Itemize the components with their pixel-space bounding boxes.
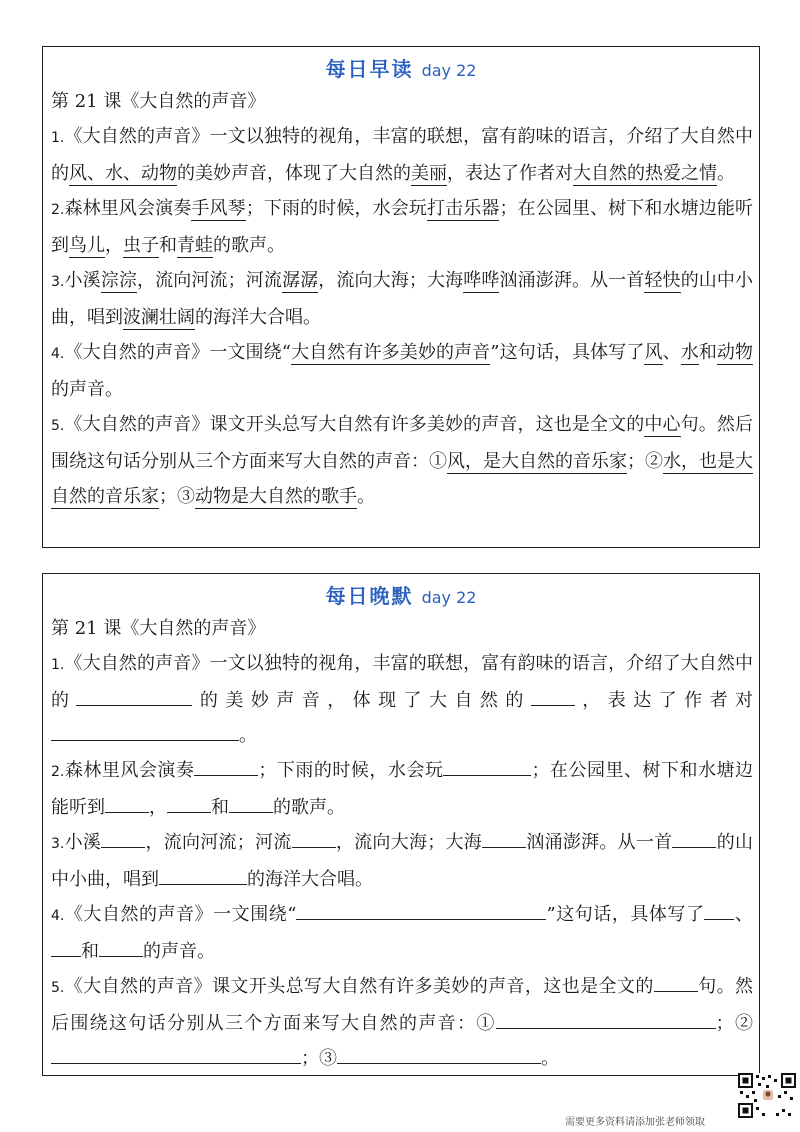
evening-item-3 — [51, 825, 753, 897]
text-segment: 的山中小曲，唱到 — [51, 270, 754, 328]
text-segment: ”这句话，具体写了 — [490, 342, 645, 363]
underlined-answer: 风、水、动物 — [69, 163, 177, 184]
text-segment: 和 — [159, 235, 177, 256]
answer-blank[interactable] — [229, 792, 273, 813]
text-segment: ， — [149, 797, 167, 818]
underlined-answer: 潺潺 — [281, 270, 319, 291]
answer-blank[interactable] — [531, 685, 575, 706]
text-segment: 。 — [717, 163, 735, 184]
underlined-answer: 虫子 — [123, 235, 159, 256]
underlined-answer: 大自然的热爱之情 — [573, 163, 717, 184]
footer-note: 需要更多资料请添加张老师领取 — [565, 1117, 705, 1128]
answer-blank[interactable] — [194, 755, 258, 776]
item-number: 2. — [51, 764, 65, 780]
morning-reading-card — [42, 46, 760, 548]
answer-blank[interactable] — [99, 936, 143, 957]
morning-item-5 — [51, 407, 753, 514]
morning-item-3 — [51, 263, 753, 335]
underlined-answer: 水 — [680, 342, 699, 363]
text-segment: ，流向河流；河流 — [145, 832, 292, 853]
evening-lesson-heading: 第 21 课《大自然的声音》 — [51, 618, 266, 639]
text-segment: 。 — [239, 725, 257, 746]
answer-blank[interactable] — [482, 827, 526, 848]
answer-blank[interactable] — [105, 792, 149, 813]
morning-title — [43, 53, 759, 83]
answer-blank[interactable] — [101, 827, 145, 848]
answer-blank[interactable] — [296, 899, 546, 920]
text-segment: 和 — [81, 941, 99, 962]
morning-item-4 — [51, 335, 753, 407]
text-segment: 《大自然的声音》课文开头总写大自然有许多美妙的声音，这也是全文的 — [64, 414, 645, 435]
text-segment: 的歌声。 — [213, 235, 285, 256]
text-segment: 句。然后围绕这句话分别从三个方面来写大自然的声音：① — [51, 414, 754, 472]
text-segment: 汹涌澎湃。从一首 — [526, 832, 673, 853]
underlined-answer: 波澜壮阔 — [123, 307, 195, 328]
text-segment: ；在公园里、树下和水塘边能听到 — [51, 760, 754, 818]
text-segment: 的海洋大合唱。 — [195, 307, 321, 328]
evening-title-text: 每日晚默 — [325, 584, 414, 608]
item-number: 5. — [51, 980, 65, 996]
item-number: 4. — [51, 908, 65, 924]
answer-blank[interactable] — [496, 1008, 716, 1029]
text-segment: ”这句话，具体写了 — [546, 904, 705, 925]
underlined-answer: 打击乐器 — [426, 198, 500, 219]
text-segment: 小溪 — [64, 832, 102, 853]
underlined-answer: 轻快 — [644, 270, 681, 291]
text-segment: 的声音。 — [143, 941, 215, 962]
text-segment: ，表达了作者对 — [574, 690, 754, 711]
text-segment: 的美妙声音，体现了大自然的 — [192, 690, 531, 711]
answer-blank[interactable] — [292, 827, 336, 848]
text-segment: ， — [105, 235, 123, 256]
underlined-answer: 动物是大自然的歌手 — [195, 486, 357, 507]
text-segment: 的歌声。 — [273, 797, 345, 818]
answer-blank[interactable] — [443, 755, 531, 776]
text-segment: ，流向大海；大海 — [335, 832, 483, 853]
text-segment: ；下雨的时候，水会玩 — [258, 760, 444, 781]
text-segment: 《大自然的声音》一文围绕“ — [64, 342, 291, 363]
item-number: 1. — [51, 657, 65, 673]
answer-blank[interactable] — [51, 720, 239, 741]
qr-code-image — [738, 1073, 796, 1118]
underlined-answer: 风，是大自然的音乐家 — [447, 451, 627, 472]
text-segment: 。 — [541, 1048, 559, 1069]
item-number: 3. — [51, 836, 65, 852]
underlined-answer: 风 — [644, 342, 663, 363]
underlined-answer: 动物 — [716, 342, 754, 363]
text-segment: ，流向河流；河流 — [136, 270, 282, 291]
evening-item-2 — [51, 753, 753, 825]
text-segment: 的美妙声音，体现了大自然的 — [177, 163, 411, 184]
item-number: 5. — [51, 418, 65, 434]
text-segment: ；③ — [159, 486, 195, 507]
answer-blank[interactable] — [167, 792, 211, 813]
text-segment: 和 — [698, 342, 717, 363]
text-segment: ；③ — [301, 1048, 337, 1069]
text-segment: ，流向大海；大海 — [318, 270, 464, 291]
item-number: 2. — [51, 202, 65, 218]
text-segment: 和 — [211, 797, 229, 818]
text-segment: ；② — [715, 1013, 754, 1034]
evening-item-4 — [51, 897, 753, 969]
morning-item-2 — [51, 191, 753, 263]
answer-blank[interactable] — [51, 1043, 301, 1064]
answer-blank[interactable] — [704, 899, 734, 920]
item-number: 4. — [51, 346, 65, 362]
answer-blank[interactable] — [159, 864, 247, 885]
evening-item-1 — [51, 646, 753, 753]
item-number: 3. — [51, 274, 65, 290]
morning-title-text: 每日早读 — [325, 57, 414, 81]
text-segment: ，表达了作者对 — [447, 163, 573, 184]
text-segment: 。 — [357, 486, 375, 507]
text-segment: 小溪 — [64, 270, 101, 291]
evening-item-5 — [51, 969, 753, 1076]
evening-dictation-card — [42, 573, 760, 1076]
answer-blank[interactable] — [672, 827, 716, 848]
text-segment: 汹涌澎湃。从一首 — [499, 270, 645, 291]
text-segment: 《大自然的声音》课文开头总写大自然有许多美妙的声音，这也是全文的 — [64, 976, 654, 997]
text-segment: 森林里风会演奏 — [64, 760, 195, 781]
item-number: 1. — [51, 130, 65, 146]
answer-blank[interactable] — [497, 1043, 541, 1064]
morning-lesson-heading: 第 21 课《大自然的声音》 — [51, 91, 266, 112]
text-segment: ；② — [627, 451, 663, 472]
underlined-answer: 手风琴 — [191, 198, 246, 219]
text-segment: 、 — [734, 904, 754, 925]
answer-blank[interactable] — [654, 971, 698, 992]
text-segment: 的海洋大合唱。 — [247, 869, 373, 890]
text-segment: 的山中小曲，唱到 — [51, 832, 754, 890]
text-segment: ；下雨的时候，水会玩 — [245, 198, 427, 219]
underlined-answer: 水，也是大自然的音乐家 — [51, 451, 753, 507]
text-segment: 《大自然的声音》一文围绕“ — [64, 904, 297, 925]
underlined-answer: 青蛙 — [177, 235, 213, 256]
evening-day-label: day 22 — [421, 588, 477, 607]
underlined-answer: 大自然有许多美妙的声音 — [290, 342, 491, 363]
underlined-answer: 中心 — [644, 414, 681, 435]
underlined-answer: 淙淙 — [100, 270, 137, 291]
answer-blank[interactable] — [51, 936, 81, 957]
text-segment: 的声音。 — [51, 379, 123, 400]
underlined-answer: 美丽 — [411, 163, 447, 184]
underlined-answer: 哗哗 — [463, 270, 500, 291]
text-segment: 《大自然的声音》一文以独特的视角，丰富的联想，富有韵味的语言，介绍了大自然中的 — [51, 653, 753, 711]
morning-day-label: day 22 — [421, 61, 477, 80]
text-segment: 、 — [662, 342, 681, 363]
text-segment: 《大自然的声音》一文以独特的视角，丰富的联想，富有韵味的语言，介绍了大自然中的 — [51, 126, 753, 184]
morning-item-1 — [51, 119, 753, 191]
answer-blank[interactable] — [76, 685, 192, 706]
evening-title — [43, 580, 759, 610]
answer-blank[interactable] — [337, 1043, 497, 1064]
underlined-answer: 鸟儿 — [69, 235, 105, 256]
text-segment: 句。然后围绕这句话分别从三个方面来写大自然的声音：① — [51, 976, 754, 1034]
text-segment: 森林里风会演奏 — [64, 198, 192, 219]
text-segment: ；在公园里、树下和水塘边能听到 — [51, 198, 754, 256]
